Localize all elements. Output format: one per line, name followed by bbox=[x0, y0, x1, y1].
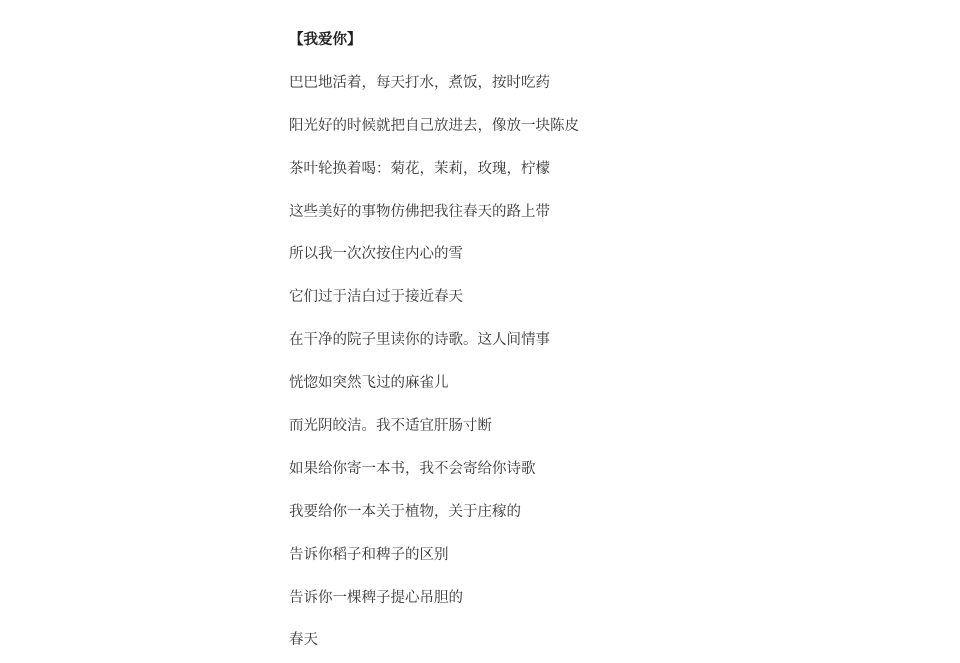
poem-line: 春天 bbox=[289, 632, 318, 649]
poem bbox=[289, 30, 709, 651]
poem-line: 这些美好的事物仿佛把我往春天的路上带 bbox=[289, 203, 550, 220]
poem-lines bbox=[289, 73, 709, 652]
poem-line: 恍惚如突然飞过的麻雀儿 bbox=[289, 375, 449, 392]
poem-line: 所以我一次次按住内心的雪 bbox=[289, 246, 463, 263]
poem-line: 如果给你寄一本书，我不会寄给你诗歌 bbox=[289, 460, 536, 477]
poem-line: 而光阴皎洁。我不适宜肝肠寸断 bbox=[289, 418, 492, 435]
poem-line: 在干净的院子里读你的诗歌。这人间情事 bbox=[289, 332, 550, 349]
poem-line: 它们过于洁白过于接近春天 bbox=[289, 289, 463, 306]
poem-line: 告诉你一棵稗子提心吊胆的 bbox=[289, 589, 463, 606]
poem-line: 巴巴地活着，每天打水，煮饭，按时吃药 bbox=[289, 74, 550, 91]
poem-line: 茶叶轮换着喝：菊花，茉莉，玫瑰，柠檬 bbox=[289, 160, 550, 177]
poem-line: 阳光好的时候就把自己放进去，像放一块陈皮 bbox=[289, 117, 579, 134]
poem-title: 【我爱你】 bbox=[289, 32, 362, 48]
poem-line: 我要给你一本关于植物，关于庄稼的 bbox=[289, 503, 521, 520]
poem-line: 告诉你稻子和稗子的区别 bbox=[289, 546, 449, 563]
